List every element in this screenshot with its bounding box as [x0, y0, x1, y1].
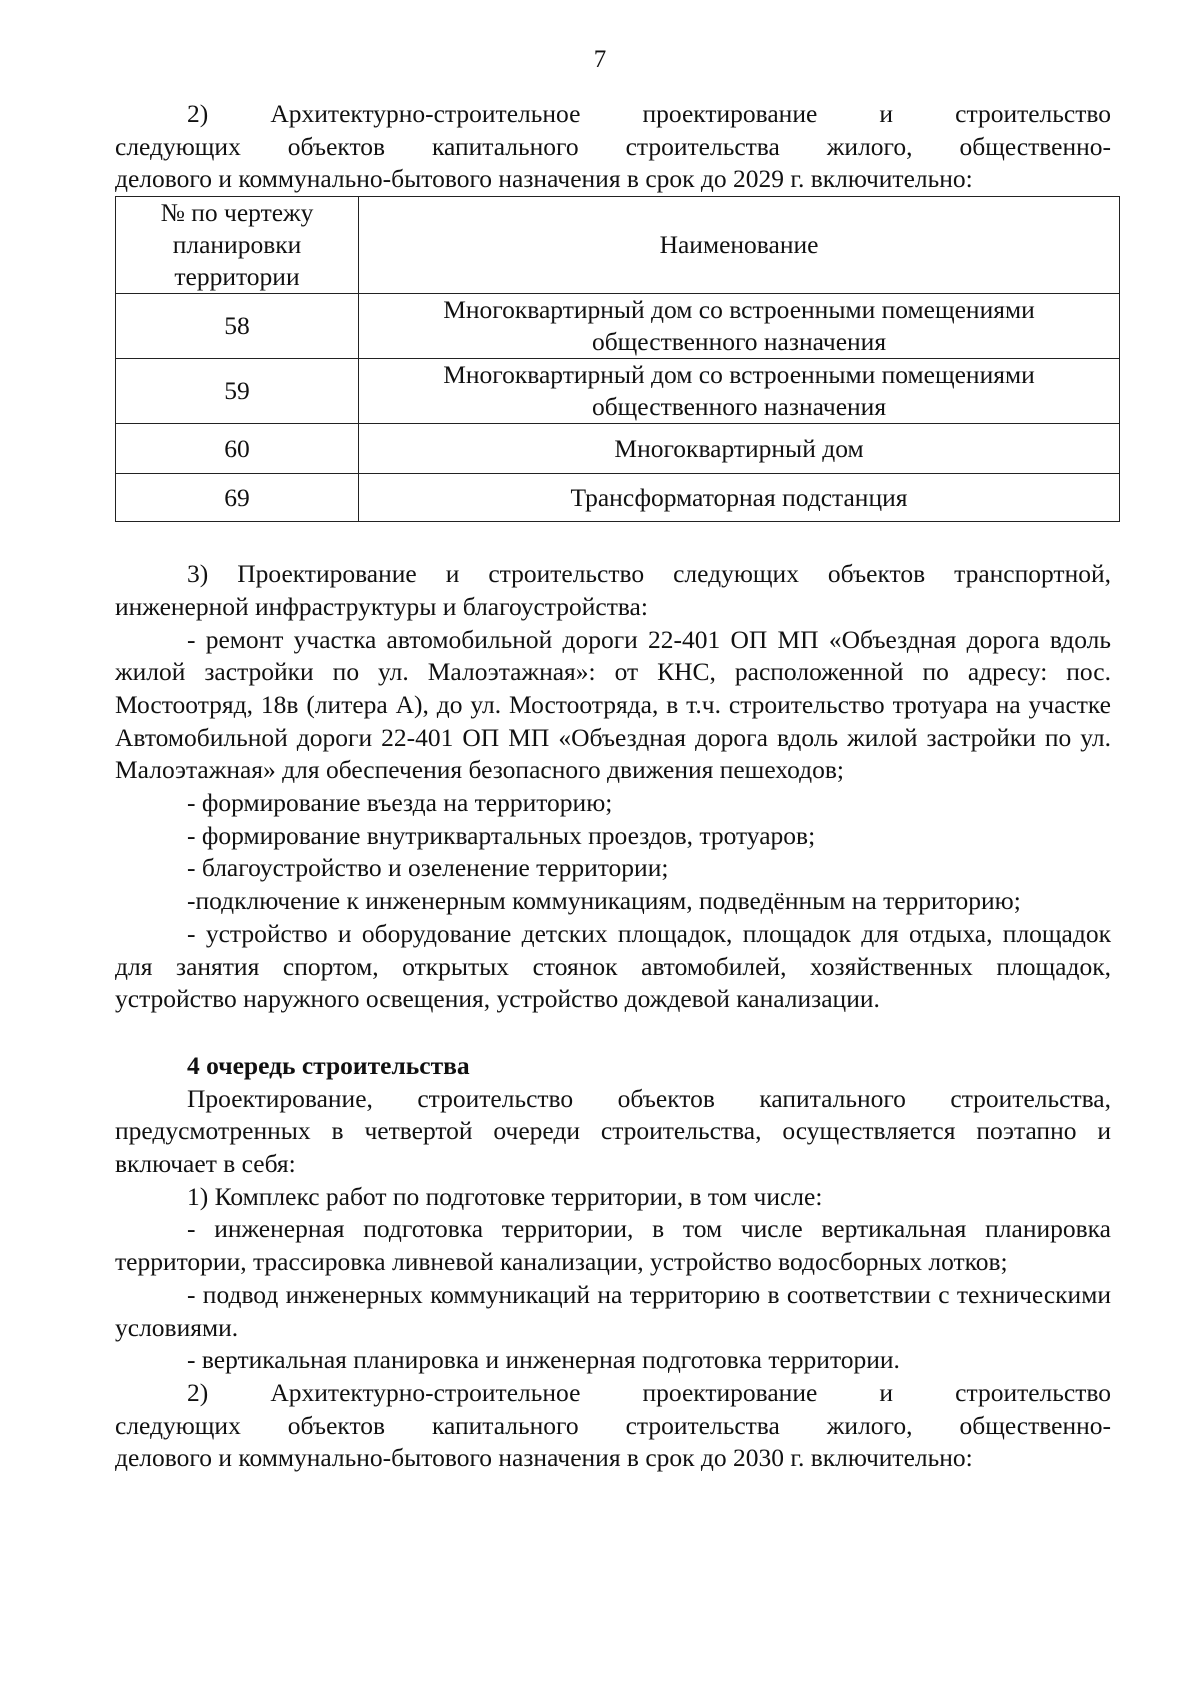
row-name: Трансформаторная подстанция — [359, 474, 1120, 522]
section4-subitem: - подвод инженерных коммуникаций на территорию в соответствии с техническими условиями. — [115, 1279, 1111, 1342]
header-name-cell: Наименование — [359, 197, 1120, 294]
table-row — [116, 424, 1120, 474]
section3-intro: 3) Проектирование и строительство следующих объектов транспортной, инженерной инфраструктуры и благоустройства: — [115, 559, 1111, 621]
row-name — [359, 359, 1120, 424]
section3-item: - благоустройство и озеленение территории; — [187, 853, 669, 883]
section4-intro: Проектирование, строительство объектов капитального строительства, предусмотренных в четвертой очереди строительства, осуществляется поэтапно и включает в себя: — [115, 1083, 1111, 1179]
header-number-line: планировки — [172, 230, 302, 260]
table-row — [116, 294, 1120, 359]
row-name-line: Многоквартирный дом со встроенными помещениями — [443, 295, 1035, 325]
row-name — [359, 294, 1120, 359]
row-number: 59 — [116, 359, 359, 424]
header-number-line: № по чертежу — [160, 198, 314, 228]
row-number: 58 — [116, 294, 359, 359]
section4-item2-line-1: 2) Архитектурно-строительное проектирование и строительство — [187, 1377, 1111, 1407]
objects-table — [115, 196, 1120, 522]
section3-item: - устройство и оборудование детских площадок, площадок для отдыха, площадок для занятия спортом, открытых стоянок автомобилей, хозяйственных площадок, устройство наружного освещения, устройство дождевой канализации. — [115, 918, 1111, 1014]
row-number: 69 — [116, 474, 359, 522]
section2-line-1: 2) Архитектурно-строительное проектирование и строительство — [187, 99, 1111, 128]
header-number-line: территории — [174, 262, 300, 292]
section3-item: -подключение к инженерным коммуникациям, подведённым на территорию; — [187, 886, 1021, 916]
row-name-line: Многоквартирный дом со встроенными помещениями — [443, 360, 1035, 390]
section4-subitem: - инженерная подготовка территории, в том числе вертикальная планировка территории, трассировка ливневой канализации, устройство водосборных лотков; — [115, 1214, 1111, 1277]
page-number: 7 — [593, 46, 607, 73]
row-number: 60 — [116, 424, 359, 474]
section3-item: - ремонт участка автомобильной дороги 22-401 ОП МП «Объездная дорога вдоль жилой застройки по ул. Малоэтажная»: от КНС, расположенной по адресу: пос. Мостоотряд, 18в (литера А), до ул. Мостоотряда, в т.ч. строительство тротуара на участке Автомобильной дороги 22-401 ОП МП «Объездная дорога вдоль жилой застройки по ул. Малоэтажная» для обеспечения безопасного движения пешеходов; — [115, 624, 1111, 785]
section3-item: - формирование внутриквартальных проездов, тротуаров; — [187, 820, 816, 850]
table-row — [116, 359, 1120, 424]
section2-line-2: следующих объектов капитального строительства жилого, общественно- — [115, 131, 1111, 161]
row-name-line: общественного назначения — [591, 392, 887, 422]
section4-item1: 1) Комплекс работ по подготовке территории, в том числе: — [187, 1181, 823, 1211]
section4-item2-line-3: делового и коммунально-бытового назначения в срок до 2030 г. включительно: — [115, 1443, 973, 1473]
table-row — [116, 474, 1120, 522]
section4-heading: 4 очередь строительства — [187, 1050, 470, 1080]
section4-subitem: - вертикальная планировка и инженерная подготовка территории. — [187, 1345, 900, 1375]
table-header-row — [116, 197, 1120, 294]
row-name: Многоквартирный дом — [359, 424, 1120, 474]
section3-item: - формирование въезда на территорию; — [187, 788, 613, 818]
header-number-cell — [116, 197, 359, 294]
page-content — [115, 98, 1111, 1475]
section4-item2-line-2: следующих объектов капитального строительства жилого, общественно- — [115, 1410, 1111, 1440]
section2-line-3: делового и коммунально-бытового назначения в срок до 2029 г. включительно: — [115, 164, 973, 194]
row-name-line: общественного назначения — [591, 327, 887, 357]
